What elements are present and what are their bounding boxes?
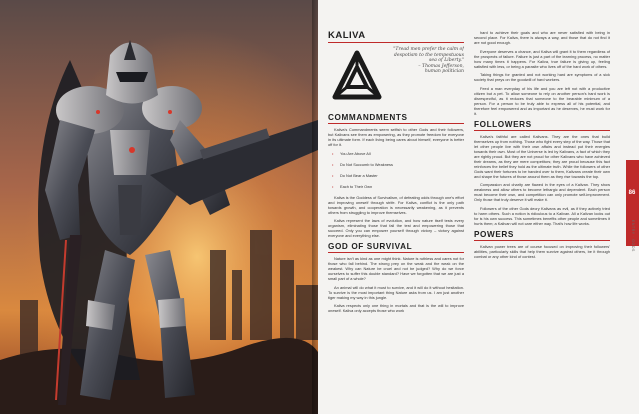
chapter-side-label-text: ENTRY · GODS [631, 220, 635, 252]
commandments-paragraph: Kaliva is the Goddess of Survivalism, of defeating odds through one's effort and improving oneself through strife. For Kaliva, conflict is the only path towards growth, and cooperation is necessarily weakening, as it prevents others from struggling to improve themselves. [328, 194, 464, 215]
emblem-quote-block [328, 45, 464, 109]
survival-paragraph: Nature isn't as kind as one might think. Nature is ruthless and cares not for those who fall behind. The strong prey on the weak and the weak on the weakest. Why can Nature be cruel and not be judged? Why do we force ourselves to suffer this double standard? Have we forgotten that we are just a small part of a whole? [328, 256, 464, 281]
quote-text: "Tread men prefer the calm of despotism to the tempestuous sea of Liberty." [393, 47, 464, 64]
body-paragraph: Feed a man everyday of his life and you are left not with a productive citizen but a pet. To allow someone to rely on another person's hard work is disrespectful, as it reduces that someone to the bearable minimum of a person. For a person to be truly able to express all of his potential, and therefore feel empowered and as important as he deserves, he must work for it. [474, 85, 610, 116]
commandments-paragraph: Kaliva represent the laws of evolution, and how nature itself tests every organism, eliminating those that fail the test and empowering those that succeed. Only you can empower yourself through victory – victory against everyone and everything else. [328, 218, 464, 238]
body-paragraph: Taking things for granted and not working hard are symptoms of a sick society that preys on the goodwill of hard workers. [474, 72, 610, 82]
survival-paragraph: An animal will do what it must to survive, and it will do it without hesitation. To survive is the most important thing Nature asks from us. I am just another tiger making my way in this jungle. [328, 284, 464, 300]
epigraph-quote [392, 47, 464, 75]
followers-paragraph: Followers of the other Gods decry Kalivans as evil, as if they actively tried to harm others. Such a notion is ridiculous to a Kalivan. All a Kalivan looks out for is his own success. This sometimes benefits other people and sometimes it hurts them; a Kalivan will not care either way. That's how life works. [474, 205, 610, 226]
followers-paragraph: Compassion and charity are flawed in the eyes of a Kalivan. They show weakness and allow others to become lethargic and dependent. Each person must become their own, and competition can only promote self-improvement. Only those that truly deserve it will make it. [474, 182, 610, 202]
right-text-column [474, 30, 610, 406]
chapter-side-label [629, 220, 635, 280]
powers-paragraph: Kalivan power trees are of course focused on improving their followers' abilities, particularly skills that help them survive against others, be it through combat or any other kind of contest. [474, 243, 610, 259]
page-title: KALIVA [328, 30, 464, 43]
commandments-intro: Kaliva's Commandments seem selfish to other Gods and their followers, but Kalivans see them as empowering, as they promote freedom for everyone in its ultimate form. If each living being cares about himself, everyone is better off for it. [328, 127, 464, 147]
commandment-item: • Each to Their Own [340, 184, 464, 189]
heading-god-of-survival: GOD OF SURVIVAL [328, 242, 464, 253]
armored-warrior-illustration [0, 0, 318, 414]
illustration-page [0, 0, 318, 414]
followers-paragraph: Kaliva's faithful are called Kalivans. They are the ones that build themselves up from nothing. Those who fight every step of the way. Those that let other people live with their own affairs and instead put their energies towards their own. Most of the Universe is led by Kalivans, a fact of which they are rightly proud. But they are not proud for other Kalivans who have achieved their dreams, as they are mere competitors; they are proud because this fact reinforces the belief they hold as the ultimate truth. While the followers of other Gods want their fortunes to be handed over to them, Kalivans create their own and shape the futures of those around them as they rise towards the top. [474, 133, 610, 179]
body-paragraph: Everyone deserves a chance, and Kaliva will grant it to them regardless of the prospects of failure. Failure is just a part of the learning process, no matter how many times it happens. For Kaliva, true failure is giving up, feeling satisfied with less, or being a parasite who lives off of the hard work of others. [474, 48, 610, 69]
commandments-list [328, 151, 464, 189]
quote-attribution-role: human politician [424, 69, 464, 75]
body-paragraph: hard to achieve their goals and who are never satisfied with being in second place. For Kaliva, there is always a way, and those that do not find it are not good enough. [474, 30, 610, 45]
heading-powers: POWERS [474, 230, 610, 241]
text-page [318, 0, 639, 414]
heading-followers: FOLLOWERS [474, 120, 610, 131]
commandment-item: • Do Not Succumb to Weakness [340, 162, 464, 167]
survival-paragraph: Kaliva respects only one thing in mortals and that is the will to improve oneself. Kaliva only accepts those who work [328, 303, 464, 313]
page-number: 86 [628, 190, 636, 196]
triangle-knot-emblem-icon [332, 49, 382, 103]
left-text-column [328, 30, 464, 406]
commandment-item: • Do Not Bear a Master [340, 173, 464, 178]
heading-commandments: COMMANDMENTS [328, 113, 464, 124]
commandment-item: • You Are Above All [340, 151, 464, 156]
quote-attribution: – Thomas Jefferson, [418, 63, 464, 69]
